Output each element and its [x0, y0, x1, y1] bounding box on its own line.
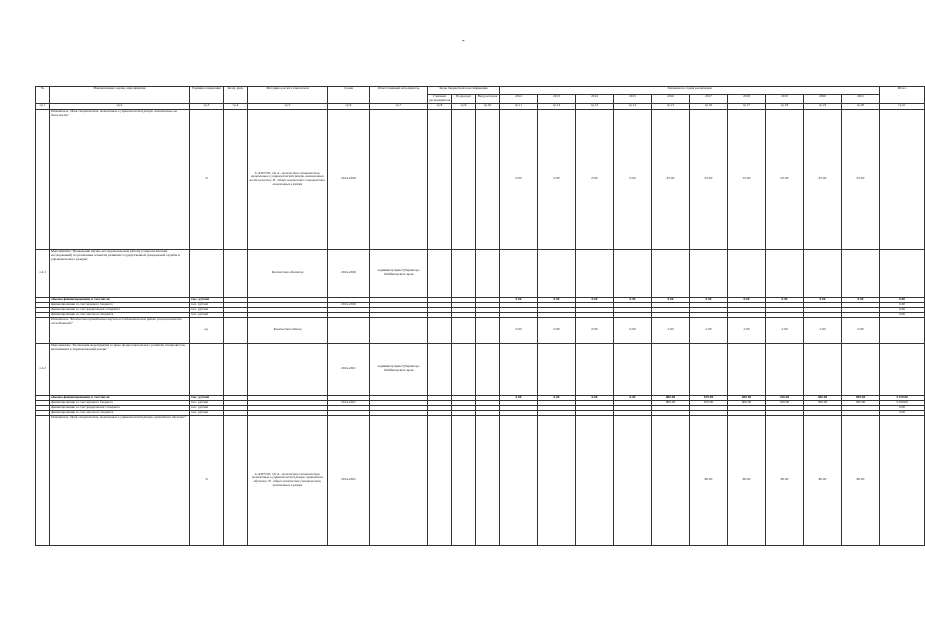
row-total: 0.00	[880, 312, 925, 317]
year-value: 0.00	[500, 395, 538, 400]
year-value: 250.00	[766, 395, 804, 400]
row-total: 0.00	[880, 405, 925, 410]
financing-name: объемы финансирования, в том числе:	[50, 395, 190, 400]
header-unit: Единица измерения	[190, 87, 224, 104]
year-value: 0.00	[538, 395, 576, 400]
financing-name: финансирование за счет федерального бюджета	[50, 405, 190, 410]
column-number: гр.11	[500, 103, 538, 109]
year-header: 2013	[538, 95, 576, 104]
year-value: 2.00	[766, 317, 804, 343]
measure-method: Количество объектов	[248, 249, 328, 297]
year-value: 2.00	[728, 317, 766, 343]
header-code-main: Главный распорядитель	[429, 94, 451, 102]
indicator-term: 2014-2021	[328, 415, 370, 545]
column-number: гр.18	[766, 103, 804, 109]
measure-executor: Администрация Губернатора Забайкальского края	[370, 249, 428, 297]
financing-name: финансирование за счет краевого бюджета	[50, 400, 190, 405]
year-value: 0.00	[614, 395, 652, 400]
financing-unit: тыс. рублей	[190, 400, 224, 405]
year-header: 2021	[842, 95, 880, 104]
year-value: 80.00	[804, 415, 842, 545]
financing-name: финансирование за счет местного бюджета	[50, 312, 190, 317]
year-value: 0.00	[500, 109, 538, 249]
year-value: 65.00	[652, 109, 690, 249]
column-number: гр.2	[50, 103, 190, 109]
header-coef: Коэф. фин.	[224, 87, 248, 104]
row-total	[880, 415, 925, 545]
row-total: 3 320.00	[880, 395, 925, 400]
year-value: 600.00	[728, 400, 766, 405]
year-value: 0.00	[766, 297, 804, 302]
year-value: 0.00	[652, 297, 690, 302]
header-name: Наименование задачи, мероприятия	[50, 87, 190, 104]
row-total: 0.00	[880, 410, 925, 415]
measure-no: 1.2.1	[36, 249, 50, 297]
year-value: 0.00	[614, 317, 652, 343]
year-header: 2018	[728, 95, 766, 104]
year-value: 0.00	[842, 297, 880, 302]
year-value: 80.00	[842, 415, 880, 545]
column-number: гр.9	[452, 103, 476, 109]
financing-name: финансирование за счет краевого бюджета	[50, 302, 190, 307]
financing-term: 2014-2020	[328, 302, 370, 307]
year-value: 55.00	[728, 109, 766, 249]
financing-unit: тыс. рублей	[190, 405, 224, 410]
row-total: 3 320.00	[880, 400, 925, 405]
column-number: гр.19	[804, 103, 842, 109]
year-value: 0.00	[500, 317, 538, 343]
financing-unit: тыс. рублей	[190, 307, 224, 312]
financing-unit: тыс. рублей	[190, 297, 224, 302]
table-row	[36, 343, 925, 395]
year-value: 0.00	[614, 109, 652, 249]
row-total: 0.00	[880, 307, 925, 312]
row-total	[880, 317, 925, 343]
year-value: 500.00	[842, 395, 880, 400]
year-value: 0.00	[576, 297, 614, 302]
program-table	[35, 86, 925, 546]
year-value: 0.00	[538, 297, 576, 302]
year-value: 80.00	[690, 415, 728, 545]
year-value: 600.00	[728, 395, 766, 400]
header-term: Сроки	[328, 87, 370, 104]
header-code-sec: Подраздел	[452, 95, 476, 104]
year-value: 250.00	[766, 400, 804, 405]
year-value: 670.00	[690, 395, 728, 400]
year-value: 0.00	[538, 109, 576, 249]
indicator-method: Количество единиц	[248, 317, 328, 343]
year-value: 0.00	[576, 395, 614, 400]
year-value: 80.00	[766, 415, 804, 545]
indicator-name: Показатель "Количество проведенных научно-исследовательских работ (социологических исследований)"	[50, 317, 190, 343]
year-value: 2.00	[690, 317, 728, 343]
year-value: 65.00	[804, 109, 842, 249]
year-value: 0.00	[728, 297, 766, 302]
column-number: гр.1	[36, 103, 50, 109]
measure-executor: Администрация Губернатора Забайкальского края	[370, 343, 428, 395]
year-value: 0.00	[538, 317, 576, 343]
indicator-method: I=A/B*100, где A - количество специалистов, включенных в управленческий резерв, прошедших обучение; B - общее количество специалистов, включенных в резерв	[248, 415, 328, 545]
measure-name: Мероприятие "Реализация мероприятий в сфере профессионального развития специалистов, включенных в управленческий резерв"	[50, 343, 190, 395]
indicator-unit: ед.	[190, 317, 224, 343]
year-value: 65.00	[766, 109, 804, 249]
page-mark: -	[462, 36, 465, 45]
financing-unit: тыс. рублей	[190, 410, 224, 415]
year-value: 500.00	[804, 400, 842, 405]
year-value: 0.00	[690, 297, 728, 302]
year-value: 800.00	[652, 395, 690, 400]
year-value: 0.00	[804, 297, 842, 302]
indicator-unit: %	[190, 109, 224, 249]
column-number: гр.15	[652, 103, 690, 109]
year-value: 80.00	[728, 415, 766, 545]
column-number: гр.20	[842, 103, 880, 109]
header-values: Значения по годам реализации	[500, 87, 880, 95]
year-header: 2017	[690, 95, 728, 104]
measure-no: 1.2.2	[36, 343, 50, 395]
year-value: 0.00	[500, 297, 538, 302]
column-number: гр.5	[248, 103, 328, 109]
year-value: 0.00	[842, 317, 880, 343]
measure-name: Мероприятие "Проведение научно-исследовательской работы (социологических исследований) по различным аспектам развития государственной гражданской службы и управленческого резерва"	[50, 249, 190, 297]
column-number: гр.14	[614, 103, 652, 109]
column-number: гр.8	[428, 103, 452, 109]
year-header: 2020	[804, 95, 842, 104]
year-value: 500.00	[804, 395, 842, 400]
year-value: 2.00	[652, 317, 690, 343]
year-header: 2015	[614, 95, 652, 104]
indicator-unit: %	[190, 415, 224, 545]
indicator-name: Показатель "Доля специалистов, включенных в управленческий резерв, прошедших обучение"	[50, 415, 190, 545]
year-value: 500.00	[842, 400, 880, 405]
year-value	[652, 415, 690, 545]
financing-unit: тыс. рублей	[190, 302, 224, 307]
financing-unit: тыс. рублей	[190, 312, 224, 317]
year-value	[614, 415, 652, 545]
financing-name: финансирование за счет местного бюджета	[50, 410, 190, 415]
header-code-exp: Вид расходов	[476, 95, 500, 104]
table-row	[36, 317, 925, 343]
indicator-name: Показатель "Доля специалистов, включенных в управленческий резерв, назначенных на должности"	[50, 109, 190, 249]
measure-term: 2014-2021	[328, 343, 370, 395]
row-total: 0.00	[880, 302, 925, 307]
row-total	[880, 109, 925, 249]
measure-term: 2014-2020	[328, 249, 370, 297]
year-value	[500, 415, 538, 545]
column-number: гр.6	[328, 103, 370, 109]
indicator-method: I=A/B*100, где A - количество специалистов, включенных в управленческий резерв, назначенных на должности; B - общее количество специалистов, включенных в резерв	[248, 109, 328, 249]
row-total: 0.00	[880, 297, 925, 302]
financing-name: финансирование за счет федерального бюджета	[50, 307, 190, 312]
table-row	[36, 249, 925, 297]
header-total: Итого	[880, 87, 925, 104]
year-header: 2012	[500, 95, 538, 104]
year-value: 2.00	[804, 317, 842, 343]
column-number: гр.13	[576, 103, 614, 109]
column-number: гр.12	[538, 103, 576, 109]
financing-term: 2014-2021	[328, 400, 370, 405]
year-value: 670.00	[690, 400, 728, 405]
year-value: 0.00	[614, 297, 652, 302]
indicator-term: 2014-2020	[328, 109, 370, 249]
column-number: гр.3	[190, 103, 224, 109]
year-header: 2014	[576, 95, 614, 104]
column-number: гр.10	[476, 103, 500, 109]
year-value: 0.00	[576, 317, 614, 343]
table-row	[36, 109, 925, 249]
column-number: гр.16	[690, 103, 728, 109]
financing-name: объемы финансирования, в том числе:	[50, 297, 190, 302]
column-number: гр.21	[880, 103, 925, 109]
column-number: гр.7	[370, 103, 428, 109]
financing-unit: тыс. рублей	[190, 395, 224, 400]
year-value	[576, 415, 614, 545]
header-no: №	[36, 87, 50, 104]
column-number: гр.4	[224, 103, 248, 109]
header-method: Методика расчета показателя	[248, 87, 328, 104]
year-header: 2019	[766, 95, 804, 104]
year-value	[538, 415, 576, 545]
column-number: гр.17	[728, 103, 766, 109]
table-row	[36, 415, 925, 545]
year-value: 800.00	[652, 400, 690, 405]
header-codes: Коды бюджетной классификации	[428, 87, 500, 95]
year-value: 0.00	[576, 109, 614, 249]
year-value: 65.00	[690, 109, 728, 249]
year-value: 65.00	[842, 109, 880, 249]
header-exec: Ответственный исполнитель	[370, 87, 428, 104]
year-header: 2016	[652, 95, 690, 104]
